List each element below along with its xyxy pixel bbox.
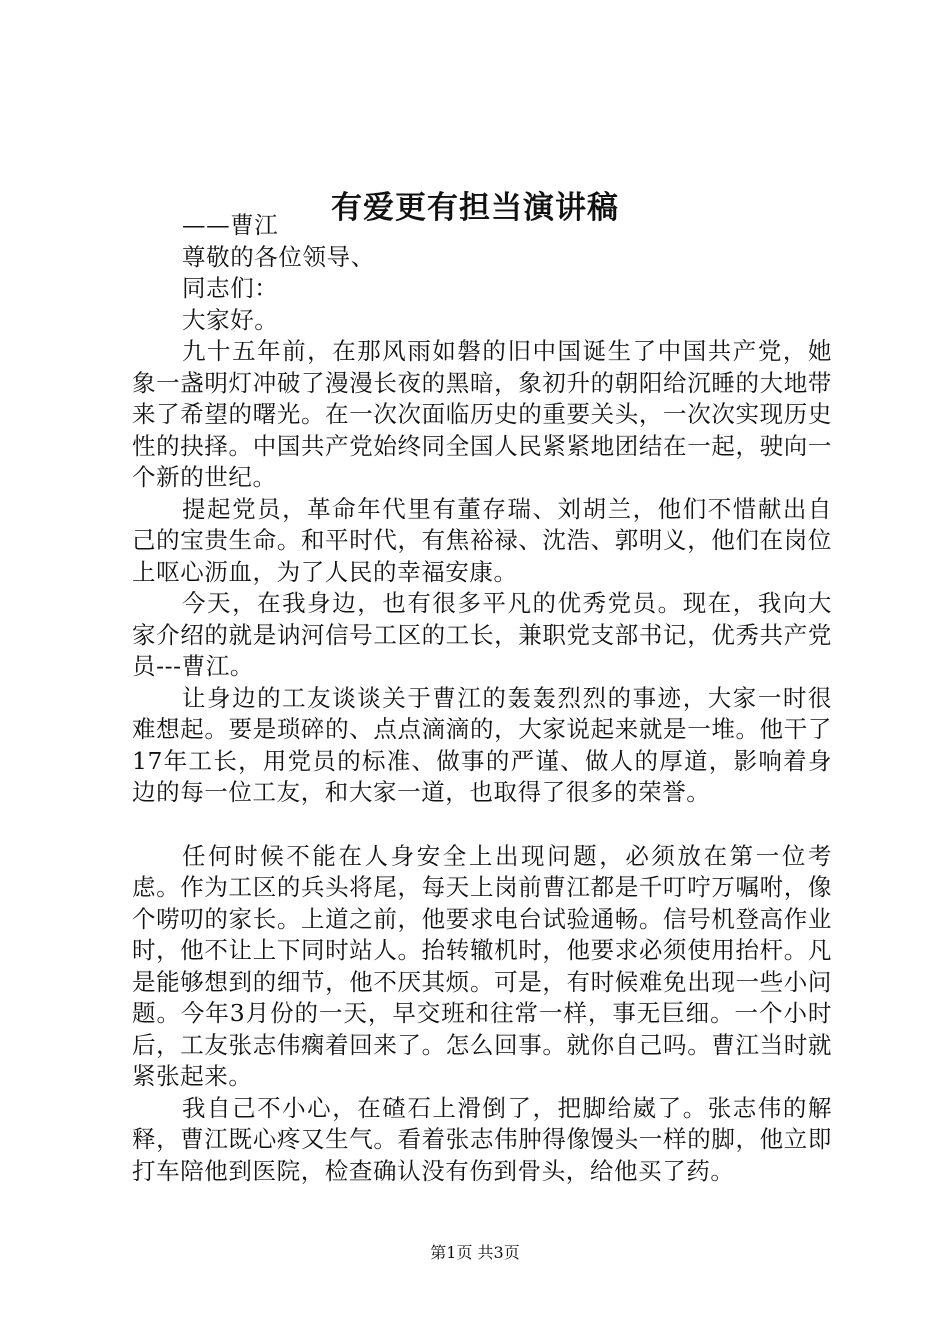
paragraph: 今天，在我身边，也有很多平凡的优秀党员。现在，我向大家介绍的就是讷河信号工区的工长，兼职党支部书记，优秀共产党员---曹江。 [132,589,832,680]
paragraph-spacer [132,809,832,841]
paragraph: 让身边的工友谈谈关于曹江的轰轰烈烈的事迹，大家一时很难想起。要是琐碎的、点点滴滴的，大家说起来就是一堆。他干了17年工长，用党员的标准、做事的严谨、做人的厚道，影响着身边的每一位工友，和大家一道，也取得了很多的荣誉。 [132,683,832,806]
page-footer: 第1页 共3页 [430,1243,520,1262]
paragraph: 任何时候不能在人身安全上出现问题，必须放在第一位考虑。作为工区的兵头将尾，每天上岗前曹江都是千叮咛万嘱咐，像个唠叨的家长。上道之前，他要求电台试验通畅。信号机登高作业时，他不让上下同时站人。抬转辙机时，他要求必须使用抬杆。凡是能够想到的细节，他不厌其烦。可是，有时候难免出现一些小问题。今年3月份的一天，早交班和往常一样，事无巨细。一个小时后，工友张志伟瘸着回来了。怎么回事。就你自己吗。曹江当时就紧张起来。 [132,841,832,1090]
document-title: 有爱更有担当演讲稿 [331,190,619,226]
paragraph: 提起党员，革命年代里有董存瑞、刘胡兰，他们不惜献出自己的宝贵生命。和平时代，有焦裕禄、沈浩、郭明义，他们在岗位上呕心沥血，为了人民的幸福安康。 [132,494,832,586]
greeting-line: 同志们： [182,274,279,302]
greeting-line: 大家好。 [182,305,279,334]
greeting-line: 尊敬的各位领导、 [182,242,375,271]
document-body [132,210,832,1187]
byline: ——曹江 [182,211,279,239]
paragraph: 九十五年前，在那风雨如磐的旧中国诞生了中国共产党，她象一盏明灯冲破了漫漫长夜的黑暗，象初升的朝阳给沉睡的大地带来了希望的曙光。在一次次面临历史的重要关头，一次次实现历史性的抉择。中国共产党始终同全国人民紧紧地团结在一起，驶向一个新的世纪。 [132,337,832,491]
paragraph: 我自己不小心，在碴石上滑倒了，把脚给崴了。张志伟的解释，曹江既心疼又生气。看着张志伟肿得像馒头一样的脚，他立即打车陪他到医院，检查确认没有伤到骨头，给他买了药。 [132,1093,832,1185]
